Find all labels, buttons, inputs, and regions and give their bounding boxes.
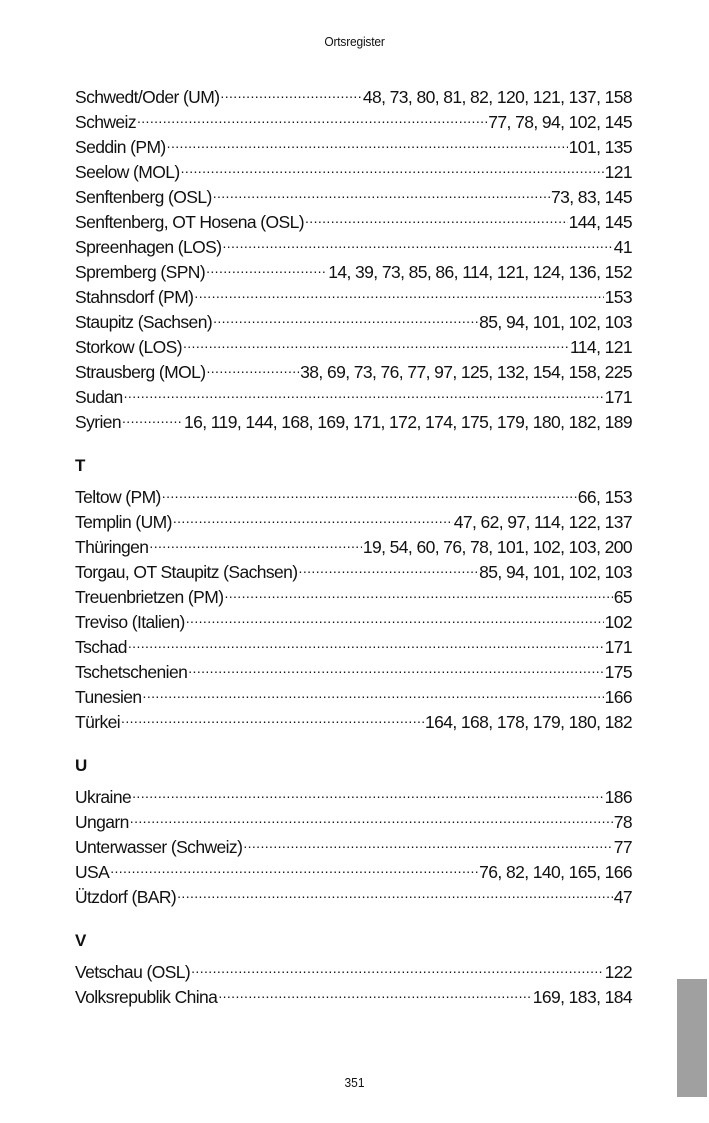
- dot-leader: [132, 778, 603, 803]
- entry-page-numbers: 85, 94, 101, 102, 103: [479, 312, 632, 332]
- dot-leader: [191, 953, 603, 978]
- entry-place-name: Spreenhagen (LOS): [75, 237, 222, 257]
- entry-page-numbers: 47, 62, 97, 114, 122, 137: [453, 512, 632, 532]
- dot-leader: [181, 153, 604, 178]
- entry-page-numbers: 41: [613, 237, 632, 257]
- index-entry: [75, 878, 632, 907]
- entry-place-name: USA: [75, 862, 110, 882]
- dot-leader: [149, 528, 361, 553]
- dot-leader: [218, 978, 531, 1003]
- entry-place-name: Sudan: [75, 387, 123, 407]
- entry-page-numbers: 153: [604, 287, 632, 307]
- index-section: [75, 78, 632, 432]
- page-number: 351: [344, 1075, 365, 1090]
- dot-leader: [206, 353, 299, 378]
- dot-leader: [299, 553, 479, 578]
- index-entry: [75, 703, 632, 732]
- entry-place-name: Schweiz: [75, 112, 136, 132]
- entry-place-name: Senftenberg (OSL): [75, 187, 212, 207]
- entry-place-name: Türkei: [75, 712, 121, 732]
- index-entry: [75, 378, 632, 407]
- entry-page-numbers: 77: [613, 837, 632, 857]
- entry-place-name: Tschad: [75, 637, 127, 657]
- entry-place-name: Tschetschenien: [75, 662, 188, 682]
- dot-leader: [220, 78, 361, 103]
- index-entry: [75, 828, 632, 857]
- entry-page-numbers: 122: [604, 962, 632, 982]
- entry-page-numbers: 14, 39, 73, 85, 86, 114, 121, 124, 136, 152: [328, 262, 632, 282]
- entry-place-name: Treuenbrietzen (PM): [75, 587, 224, 607]
- entry-page-numbers: 78: [613, 812, 632, 832]
- entry-place-name: Senftenberg, OT Hosena (OSL): [75, 212, 304, 232]
- entry-page-numbers: 77, 78, 94, 102, 145: [488, 112, 632, 132]
- entry-page-numbers: 48, 73, 80, 81, 82, 120, 121, 137, 158: [362, 87, 632, 107]
- dot-leader: [121, 703, 424, 728]
- dot-leader: [305, 203, 568, 228]
- dot-leader: [143, 678, 604, 703]
- entry-place-name: Ungarn: [75, 812, 129, 832]
- entry-place-name: Thüringen: [75, 537, 149, 557]
- entry-page-numbers: 16, 119, 144, 168, 169, 171, 172, 174, 175, 179, 180, 182, 189: [183, 412, 632, 432]
- entry-page-numbers: 38, 69, 73, 76, 77, 97, 125, 132, 154, 158, 225: [300, 362, 632, 382]
- index-entry: [75, 653, 632, 682]
- entry-place-name: Spremberg (SPN): [75, 262, 206, 282]
- entry-place-name: Templin (UM): [75, 512, 172, 532]
- index-entry: [75, 853, 632, 882]
- index-section-v: [75, 928, 632, 1007]
- index-entry: [75, 403, 632, 432]
- place-index: [75, 78, 632, 1028]
- entry-place-name: Torgau, OT Staupitz (Sachsen): [75, 562, 298, 582]
- dot-leader: [128, 628, 604, 653]
- entry-page-numbers: 171: [604, 637, 632, 657]
- index-section-t: [75, 453, 632, 732]
- dot-leader: [162, 478, 577, 503]
- dot-leader: [183, 328, 569, 353]
- dot-leader: [110, 853, 478, 878]
- index-entry: [75, 628, 632, 657]
- entry-place-name: Staupitz (Sachsen): [75, 312, 213, 332]
- entry-page-numbers: 66, 153: [577, 487, 632, 507]
- entry-place-name: Tunesien: [75, 687, 142, 707]
- dot-leader: [124, 378, 604, 403]
- dot-leader: [213, 303, 478, 328]
- entry-place-name: Syrien: [75, 412, 122, 432]
- entry-place-name: Strausberg (MOL): [75, 362, 206, 382]
- index-entry: [75, 128, 632, 157]
- dot-leader: [122, 403, 183, 428]
- index-entry: [75, 678, 632, 707]
- section-letter-heading: T: [75, 456, 86, 475]
- dot-leader: [186, 603, 604, 628]
- entry-place-name: Treviso (Italien): [75, 612, 185, 632]
- entry-page-numbers: 114, 121: [569, 337, 632, 357]
- entry-page-numbers: 166: [604, 687, 632, 707]
- entry-place-name: Stahnsdorf (PM): [75, 287, 194, 307]
- entry-page-numbers: 65: [613, 587, 632, 607]
- dot-leader: [243, 828, 612, 853]
- entry-page-numbers: 175: [604, 662, 632, 682]
- entry-page-numbers: 76, 82, 140, 165, 166: [479, 862, 632, 882]
- entry-page-numbers: 102: [604, 612, 632, 632]
- entry-page-numbers: 47: [613, 887, 632, 907]
- index-entry: [75, 778, 632, 807]
- entry-page-numbers: 186: [604, 787, 632, 807]
- entry-place-name: Ützdorf (BAR): [75, 887, 177, 907]
- entry-page-numbers: 19, 54, 60, 76, 78, 101, 102, 103, 200: [362, 537, 632, 557]
- entry-page-numbers: 171: [604, 387, 632, 407]
- entry-page-numbers: 85, 94, 101, 102, 103: [479, 562, 632, 582]
- dot-leader: [130, 803, 613, 828]
- index-entry: [75, 803, 632, 832]
- entry-page-numbers: 164, 168, 178, 179, 180, 182: [424, 712, 632, 732]
- dot-leader: [224, 578, 612, 603]
- entry-page-numbers: 169, 183, 184: [532, 987, 632, 1007]
- thumb-index-tab: [677, 979, 707, 1097]
- entry-place-name: Unterwasser (Schweiz): [75, 837, 243, 857]
- entry-place-name: Seddin (PM): [75, 137, 166, 157]
- entry-place-name: Seelow (MOL): [75, 162, 180, 182]
- entry-place-name: Volksrepublik China: [75, 987, 218, 1007]
- dot-leader: [188, 653, 603, 678]
- dot-leader: [194, 278, 603, 303]
- dot-leader: [167, 128, 568, 153]
- entry-place-name: Ukraine: [75, 787, 132, 807]
- entry-page-numbers: 121: [604, 162, 632, 182]
- section-letter-heading: V: [75, 931, 87, 950]
- index-entry: [75, 78, 632, 107]
- index-section-u: [75, 753, 632, 907]
- dot-leader: [213, 178, 550, 203]
- entry-page-numbers: 73, 83, 145: [551, 187, 632, 207]
- dot-leader: [206, 253, 327, 278]
- entry-place-name: Teltow (PM): [75, 487, 161, 507]
- entry-place-name: Vetschau (OSL): [75, 962, 191, 982]
- index-entry: [75, 953, 632, 982]
- entry-page-numbers: 144, 145: [568, 212, 632, 232]
- dot-leader: [137, 103, 487, 128]
- entry-place-name: Schwedt/Oder (UM): [75, 87, 220, 107]
- running-header-title: Ortsregister: [324, 34, 385, 49]
- index-entry: [75, 478, 632, 507]
- entry-page-numbers: 101, 135: [568, 137, 632, 157]
- entry-place-name: Storkow (LOS): [75, 337, 182, 357]
- dot-leader: [177, 878, 613, 903]
- dot-leader: [173, 503, 453, 528]
- section-letter-heading: U: [75, 756, 88, 775]
- dot-leader: [222, 228, 612, 253]
